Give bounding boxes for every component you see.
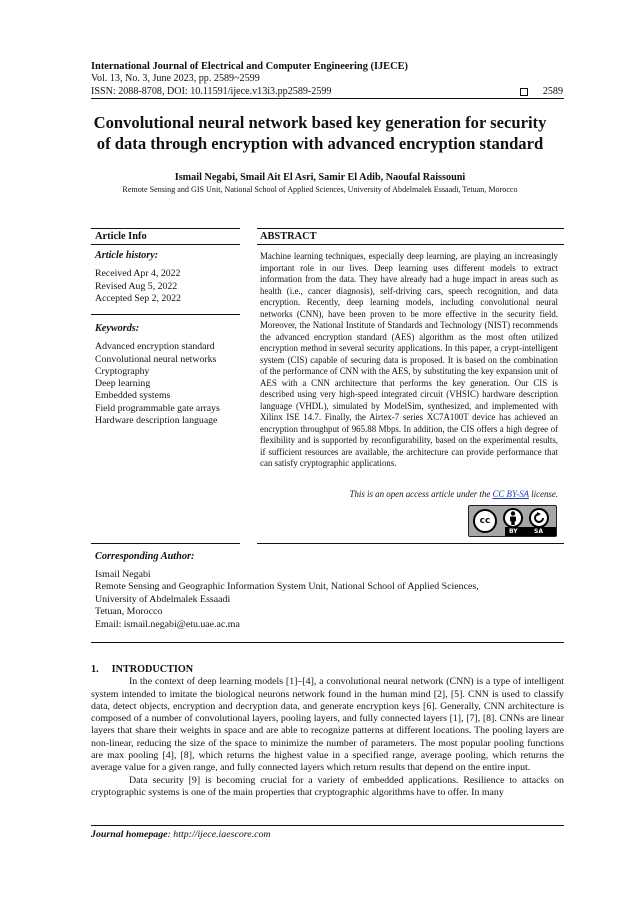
journal-header <box>91 60 563 98</box>
abstract-text: Machine learning techniques, especially deep learning, are playing an increasingly important role in our lives. Deep learning uses different models to extract information from the data. They have already had a huge impact in areas such as health (i.e., cancer diagnosis), self-driving cars, speech recognition, and data encryption. Recently, deep learning models, including convolutional neural networks (CNN), have been proven to be more effective in the security field. Moreover, the National Institute of Standards and Technology (NIST) recommends the advanced encryption standard (AES) algorithm as the most often utilized encryption method in several security applications. In this paper, a crypt-intelligent system (CIS) capable of securing data is proposed. It is based on the combination of the performance of CNN with the AES, by substituting the key expansion unit of AES with a CNN architecture that performs the key generation. Our CIS is described using very high-speed integrated circuit (VHSIC) hardware description language (VHDL), simulated by ModelSim, synthesized, and implemented with Xilinx ISE 14.7. Finally, the Airtex-7 series XC7A100T device has achieved an encryption throughput of 965.88 Mbps. In addition, the CIS offers a high degree of flexibility and is supported by reconfigurability, based on the experimental results, if sufficient resources are available, the architecture can provide performance that can satisfy cryptographic applications. <box>260 251 558 468</box>
footer-rule <box>91 825 564 826</box>
article-info-heading: Article Info <box>95 231 147 242</box>
cc-by-sa-badge[interactable] <box>468 505 557 537</box>
share-alike-icon <box>529 508 549 528</box>
badge-by-label: BY <box>509 528 518 535</box>
homepage-label: Journal homepage <box>91 829 168 840</box>
issn-row <box>91 86 563 99</box>
abstract-bottom-rule <box>257 543 564 544</box>
author-city: Tetuan, Morocco <box>95 606 163 618</box>
article-info-bottom-rule <box>91 543 240 544</box>
section-heading <box>91 664 564 676</box>
cc-icon: cc <box>473 509 497 533</box>
author-list: Ismail Negabi, Smail Ait El Asri, Samir El Adib, Naoufal Raissouni <box>174 172 466 183</box>
accepted-date: Accepted Sep 2, 2022 <box>95 292 181 304</box>
license-link[interactable]: CC BY-SA <box>492 489 529 499</box>
paragraph: In the context of deep learning models [1]–[4], a convolutional neural network (CNN) is a type of intelligent system intended to imitate the biological neurons network found in the human mind [2], [5]. CNN is used to classify data, detect objects, encryption and decryption data, and generate encryption keys [6]. Generally, CNN architecture is composed of a number of convolutional layers, pooling layers, and fully connected layers [1], [7], [8]. CNNs are linear layers that share their weights in space and are able to recognize patterns at different locations. The pooling layers are non-linear, reducing the size of the space to minimize the number of parameters. The most popular pooling functions are max pooling [4], [8], which returns the highest value in a specified range, average pooling, which returns the average value for a given range, and fully connected layers which return results that depend on the entire input. <box>91 676 564 774</box>
attribution-person-icon <box>503 508 523 528</box>
abstract-sub-rule <box>257 244 564 245</box>
journal-name: International Journal of Electrical and Computer Engineering (IJECE) <box>91 61 409 72</box>
keyword: Deep learning <box>95 378 151 390</box>
journal-homepage <box>91 829 271 840</box>
title-line-2: of data through encryption with advanced encryption standard <box>96 134 544 153</box>
volume-line: Vol. 13, No. 3, June 2023, pp. 2589~2599 <box>91 73 260 84</box>
issn-doi: ISSN: 2088-8708, DOI: 10.11591/ijece.v13i3.pp2589-2599 <box>91 85 332 97</box>
page-number: 2589 <box>542 85 563 97</box>
section-number: 1. <box>91 664 99 675</box>
author-university: University of Abdelmalek Essaadi <box>95 593 231 605</box>
paragraph: Data security [9] is becoming crucial for a variety of embedded applications. Resilience to attacks on cryptographic systems is one of the main properties that cryptographic algorithms have to offer. In many <box>91 774 564 798</box>
keyword: Embedded systems <box>95 390 171 402</box>
square-icon <box>520 88 528 96</box>
affiliation: Remote Sensing and GIS Unit, National School of Applied Sciences, University of Abdelmalek Essaadi, Tetuan, Morocco <box>122 185 518 194</box>
section-title: INTRODUCTION <box>111 664 194 675</box>
received-date: Received Apr 4, 2022 <box>95 268 181 280</box>
history-rule <box>91 314 240 315</box>
introduction-section <box>91 664 564 799</box>
keywords-heading: Keywords: <box>95 323 140 334</box>
keyword: Cryptography <box>95 365 150 377</box>
keyword: Convolutional neural networks <box>95 353 217 365</box>
abstract-top-rule <box>257 228 564 229</box>
license-line <box>260 489 558 500</box>
keyword: Field programmable gate arrays <box>95 402 220 414</box>
history-heading: Article history: <box>95 250 159 261</box>
title-line-1: Convolutional neural network based key generation for security <box>93 113 547 132</box>
author-unit: Remote Sensing and Geographic Information System Unit, National School of Applied Sciences, <box>95 581 479 593</box>
keyword: Advanced encryption standard <box>95 341 215 353</box>
header-rule <box>91 98 564 99</box>
keywords-block <box>95 323 240 427</box>
badge-sa-label: SA <box>534 528 543 535</box>
revised-date: Revised Aug 5, 2022 <box>95 280 178 292</box>
corresponding-heading: Corresponding Author: <box>95 551 195 562</box>
article-history <box>95 250 240 305</box>
paper-title <box>70 112 570 154</box>
corresponding-rule <box>91 642 564 643</box>
page-number-box <box>520 86 563 99</box>
abstract-heading: ABSTRACT <box>260 231 317 242</box>
homepage-url[interactable]: : http://ijece.iaescore.com <box>167 829 271 840</box>
author-name: Ismail Negabi <box>95 568 151 580</box>
article-info-sub-rule <box>91 244 240 245</box>
author-email[interactable]: Email: ismail.negabi@etu.uae.ac.ma <box>95 618 240 630</box>
keyword: Hardware description language <box>95 415 218 427</box>
license-suffix: license. <box>531 489 558 499</box>
license-prefix: This is an open access article under the <box>349 489 491 499</box>
article-info-top-rule <box>91 228 240 229</box>
corresponding-author <box>95 551 565 632</box>
